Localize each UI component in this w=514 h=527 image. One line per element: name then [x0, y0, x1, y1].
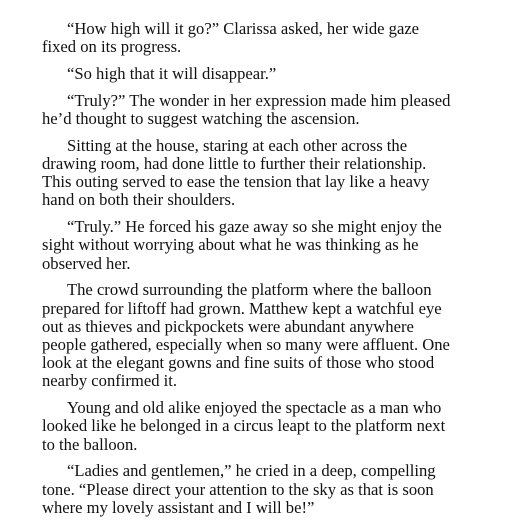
paragraph: “Ladies and gentlemen,” he cried in a deep, compelling tone. “Please direct your attention to the sky as that is soon where my lovely assistant and I will be!” [42, 461, 436, 517]
paragraph: “Truly.” He forced his gaze away so she might enjoy the sight without worrying about what he was thinking as he observed her. [42, 217, 442, 273]
paragraph: Sitting at the house, staring at each other across the drawing room, had done little to further their relationship. This outing served to ease the tension that lay like a heavy hand on both their shoulders. [42, 135, 430, 210]
paragraph: “How high will it go?” Clarissa asked, her wide gaze fixed on its progress. [42, 19, 420, 57]
paragraph: Young and old alike enjoyed the spectacle as a man who looked like he belonged in a circus leapt to the platform next to the balloon. [42, 398, 446, 454]
paragraph: “So high that it will disappear.” [67, 64, 277, 83]
document-page [42, 20, 454, 526]
paragraph: The crowd surrounding the platform where the balloon prepared for liftoff had grown. Matthew kept a watchful eye out as thieves and pickpockets were abundant anywhere people gathered, especially when so many were affluent. One look at the elegant gowns and fine suits of those who stood nearby confirmed it. [42, 280, 450, 391]
paragraph: “Truly?” The wonder in her expression made him pleased he’d thought to suggest watching the ascension. [42, 90, 451, 128]
